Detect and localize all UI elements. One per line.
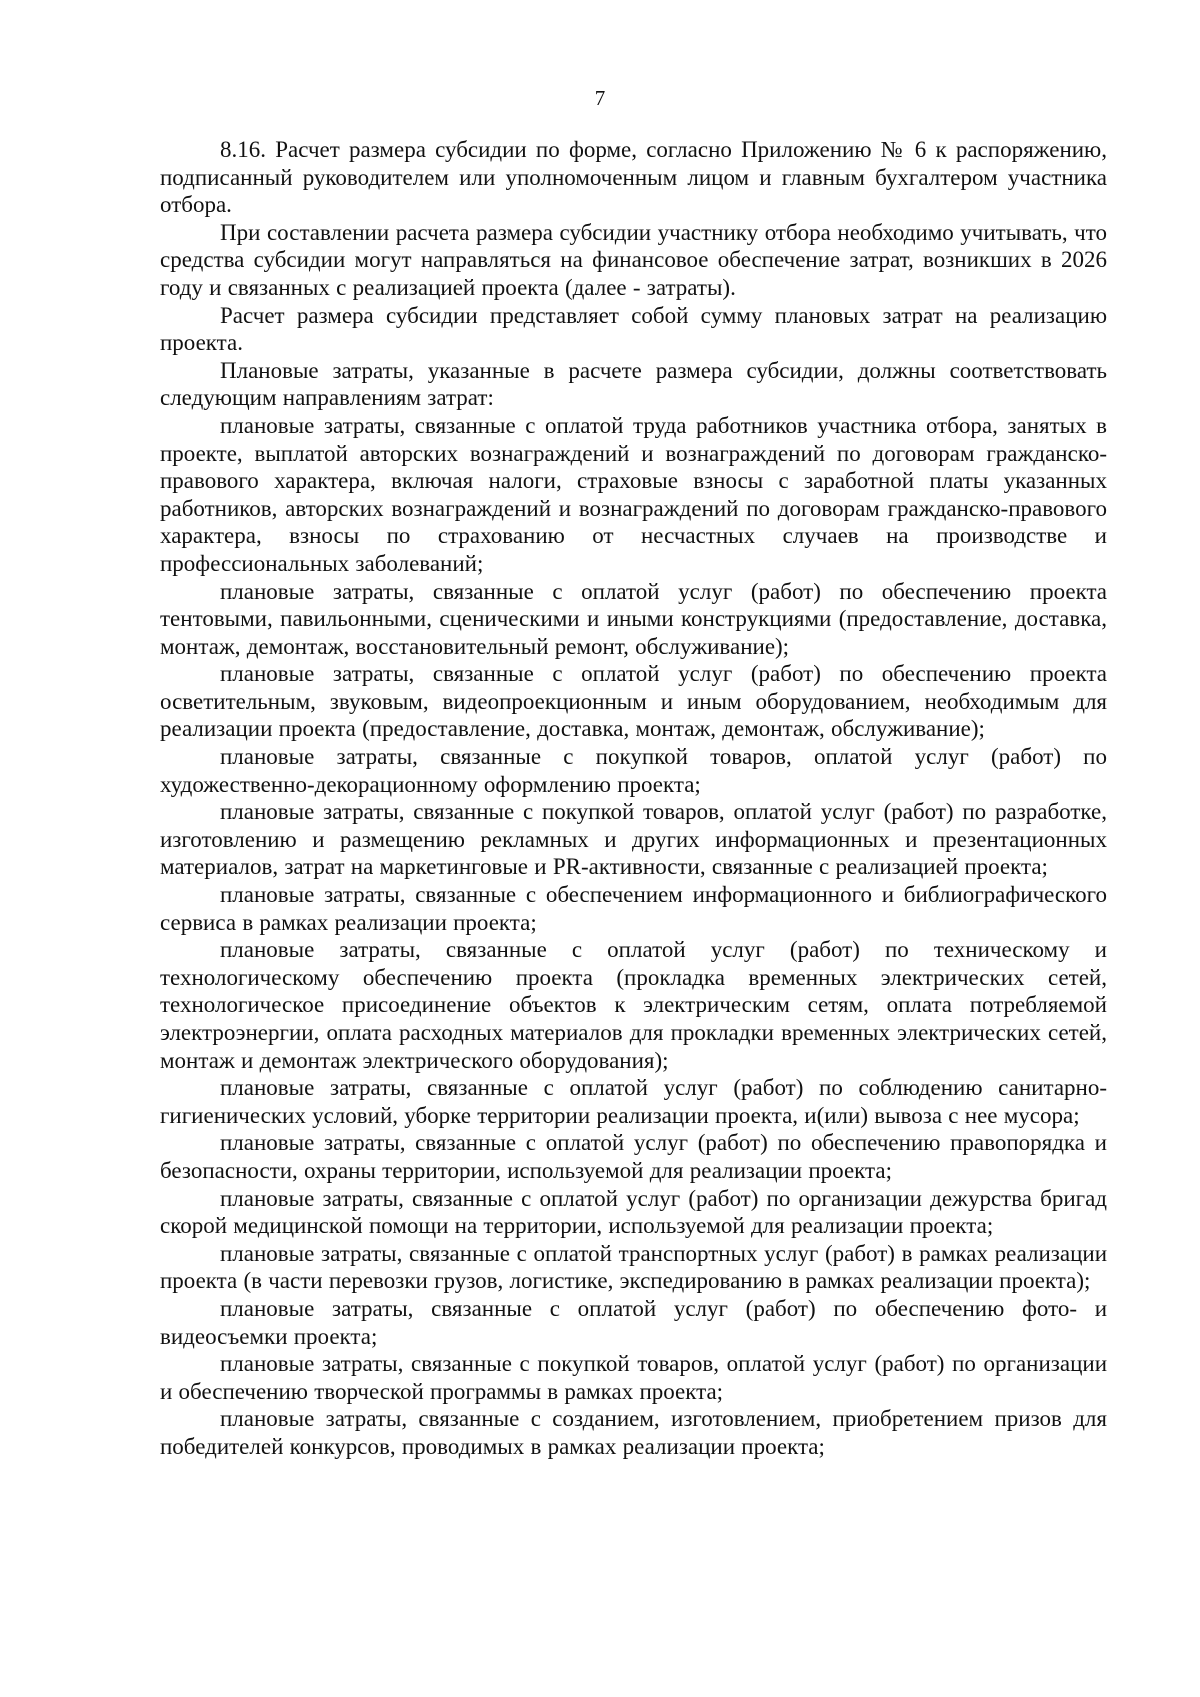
document-body bbox=[160, 136, 1107, 1461]
paragraph: Расчет размера субсидии представляет собой сумму плановых затрат на реализацию проекта. bbox=[160, 302, 1107, 356]
paragraph: Плановые затраты, указанные в расчете размера субсидии, должны соответствовать следующим направлениям затрат: bbox=[160, 357, 1107, 411]
paragraph: плановые затраты, связанные с оплатой услуг (работ) по обеспечению проекта осветительным, звуковым, видеопроекционным и иным оборудованием, необходимым для реализации проекта (предоставление, доставка, монтаж, демонтаж, обслуживание); bbox=[160, 661, 1107, 742]
paragraph: плановые затраты, связанные с покупкой товаров, оплатой услуг (работ) по разработке, изготовлению и размещению рекламных и других информационных и презентационных материалов, затрат на маркетинговые и PR-активности, связанные с реализацией проекта; bbox=[160, 799, 1107, 880]
paragraph: плановые затраты, связанные с оплатой услуг (работ) по организации дежурства бригад скорой медицинской помощи на территории, используемой для реализации проекта; bbox=[160, 1185, 1107, 1239]
paragraph: 8.16. Расчет размера субсидии по форме, согласно Приложению № 6 к распоряжению, подписанный руководителем или уполномоченным лицом и главным бухгалтером участника отбора. bbox=[160, 137, 1107, 218]
paragraph: плановые затраты, связанные с созданием, изготовлением, приобретением призов для победителей конкурсов, проводимых в рамках реализации проекта; bbox=[160, 1406, 1107, 1459]
paragraph: При составлении расчета размера субсидии участнику отбора необходимо учитывать, что средства субсидии могут направляться на финансовое обеспечение затрат, возникших в 2026 году и связанных с реализацией проекта (далее - затраты). bbox=[160, 219, 1107, 300]
paragraph: плановые затраты, связанные с оплатой услуг (работ) по обеспечению проекта тентовыми, павильонными, сценическими и иными конструкциями (предоставление, доставка, монтаж, демонтаж, восстановительный ремонт, обслуживание); bbox=[160, 578, 1107, 659]
paragraph: плановые затраты, связанные с оплатой услуг (работ) по техническому и технологическому обеспечению проекта (прокладка временных электрических сетей, технологическое присоединение объектов к электрическим сетям, оплата потребляемой электроэнергии, оплата расходных материалов для прокладки временных электрических сетей, монтаж и демонтаж электрического оборудования); bbox=[160, 937, 1107, 1073]
paragraph: плановые затраты, связанные с оплатой труда работников участника отбора, занятых в проекте, выплатой авторских вознаграждений и вознаграждений по договорам гражданско-правового характера, включая налоги, страховые взносы с заработной платы указанных работников, авторских вознаграждений и вознаграждений по договорам гражданско-правового характера, взносы по страхованию от несчастных случаев на производстве и профессиональных заболеваний; bbox=[160, 412, 1107, 576]
paragraph: плановые затраты, связанные с покупкой товаров, оплатой услуг (работ) по художественно-декорационному оформлению проекта; bbox=[160, 744, 1107, 797]
paragraph: плановые затраты, связанные с обеспечением информационного и библиографического сервиса в рамках реализации проекта; bbox=[160, 882, 1107, 935]
paragraph: плановые затраты, связанные с оплатой услуг (работ) по соблюдению санитарно-гигиенических условий, уборке территории реализации проекта, и(или) вывоза с нее мусора; bbox=[160, 1075, 1107, 1128]
paragraph: плановые затраты, связанные с оплатой транспортных услуг (работ) в рамках реализации проекта (в части перевозки грузов, логистике, экспедированию в рамках реализации проекта); bbox=[160, 1240, 1107, 1294]
paragraph: плановые затраты, связанные с оплатой услуг (работ) по обеспечению фото- и видеосъемки проекта; bbox=[160, 1295, 1107, 1349]
page-number: 7 bbox=[594, 86, 606, 110]
paragraph: плановые затраты, связанные с покупкой товаров, оплатой услуг (работ) по организации и обеспечению творческой программы в рамках проекта; bbox=[160, 1351, 1107, 1404]
paragraph: плановые затраты, связанные с оплатой услуг (работ) по обеспечению правопорядка и безопасности, охраны территории, используемой для реализации проекта; bbox=[160, 1130, 1107, 1183]
